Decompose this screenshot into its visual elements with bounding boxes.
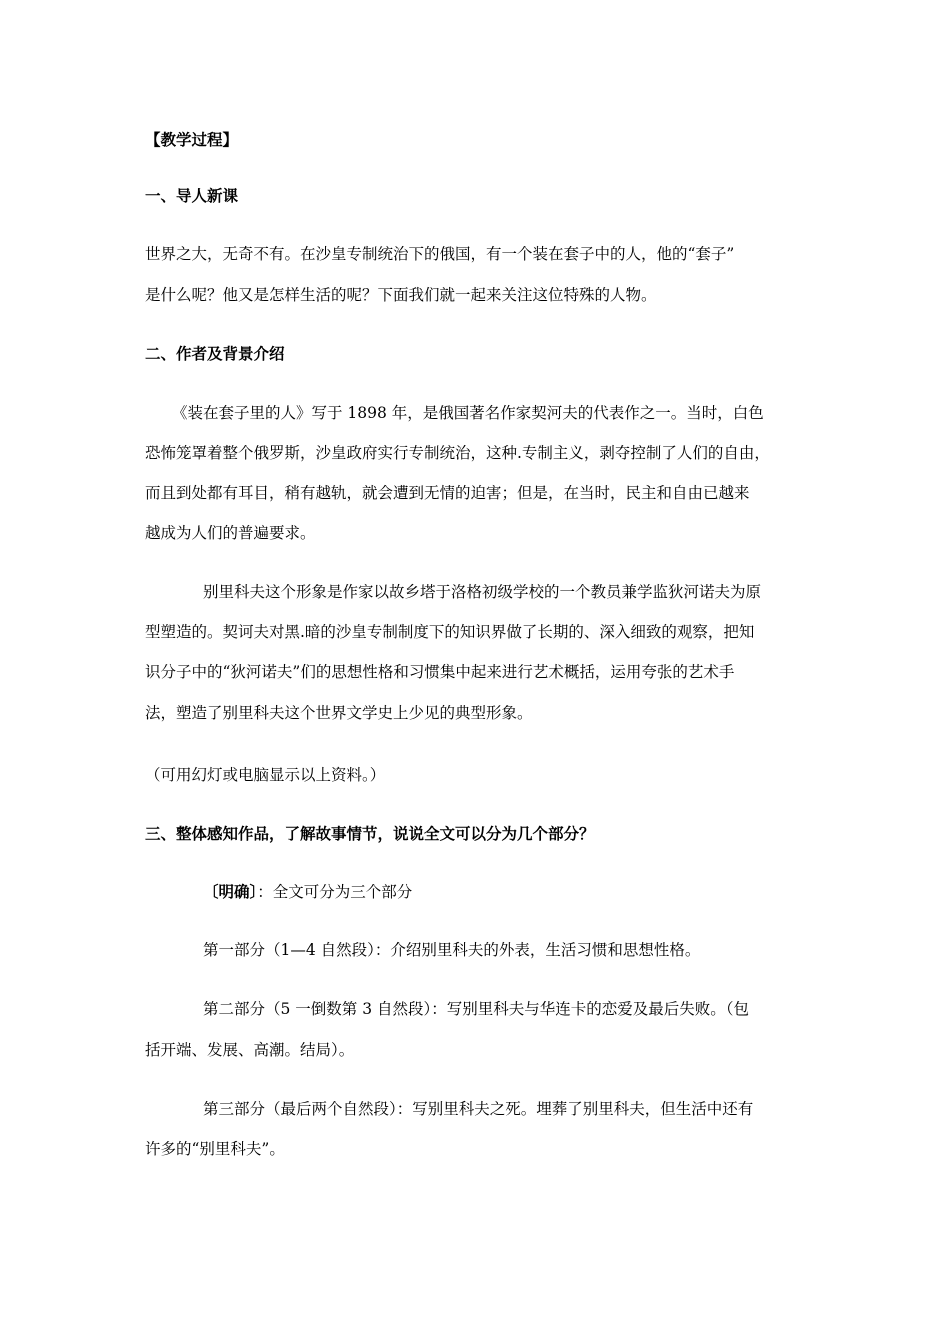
section-2-para-2-line-2: 型塑造的。契诃夫对黑.暗的沙皇专制制度下的知识界做了长期的、深入细致的观察，把知 [145, 623, 755, 641]
part-2-line-1: 第二部分（5 一倒数第 3 自然段）：写别里科夫与华连卡的恋爱及最后失败。（包 [203, 1000, 750, 1018]
part-3-line-1: 第三部分（最后两个自然段）：写别里科夫之死。埋葬了别里科夫，但生活中还有 [203, 1100, 754, 1118]
section-2-para-1-line-4: 越成为人们的普遍要求。 [145, 524, 316, 542]
section-2-para-1-line-1: 《装在套子里的人》写于 1898 年，是俄国著名作家契河夫的代表作之一。当时，白色 [172, 404, 764, 422]
section-1-line-1: 世界之大，无奇不有。在沙皇专制统治下的俄国，有一个装在套子中的人，他的“套子” [145, 245, 735, 263]
section-3-title: 三、整体感知作品，了解故事情节，说说全文可以分为几个部分？ [145, 825, 595, 843]
section-2-para-2-line-3: 识分子中的“狄河诺夫”们的思想性格和习惯集中起来进行艺术概括，运用夸张的艺术手 [145, 663, 735, 681]
section-2-title: 二、作者及背景介绍 [145, 345, 285, 363]
section-1-line-2: 是什么呢？他又是怎样生活的呢？下面我们就一起来关注这位特殊的人物。 [145, 286, 657, 304]
clarify-line [203, 882, 883, 902]
part-1-line: 第一部分（1—4 自然段）：介绍别里科夫的外表，生活习惯和思想性格。 [203, 941, 701, 959]
section-2-para-2-line-4: 法，塑造了别里科夫这个世界文学史上少见的典型形象。 [145, 704, 533, 722]
part-3-line-2: 许多的“别里科夫”。 [145, 1140, 285, 1158]
section-2-para-2-line-1: 别里科夫这个形象是作家以故乡塔于洛格初级学校的一个教员兼学监狄河诺夫为原 [203, 583, 762, 601]
section-2-note: （可用幻灯或电脑显示以上资料。） [145, 766, 386, 784]
section-2-para-1-line-2: 恐怖笼罩着整个俄罗斯，沙皇政府实行专制统治，这种.专制主义，剥夺控制了人们的自由， [145, 444, 770, 462]
section-1-title: 一、导人新课 [145, 187, 239, 205]
clarify-label: 〔明确〕 [203, 883, 258, 901]
heading-teaching-process: 【教学过程】 [145, 131, 239, 149]
section-2-para-1-line-3: 而且到处都有耳目，稍有越轨，就会遭到无情的迫害；但是，在当时，民主和自由已越来 [145, 484, 750, 502]
part-2-line-2: 括开端、发展、高潮。结局）。 [145, 1041, 355, 1059]
clarify-text: ：全文可分为三个部分 [257, 883, 413, 901]
